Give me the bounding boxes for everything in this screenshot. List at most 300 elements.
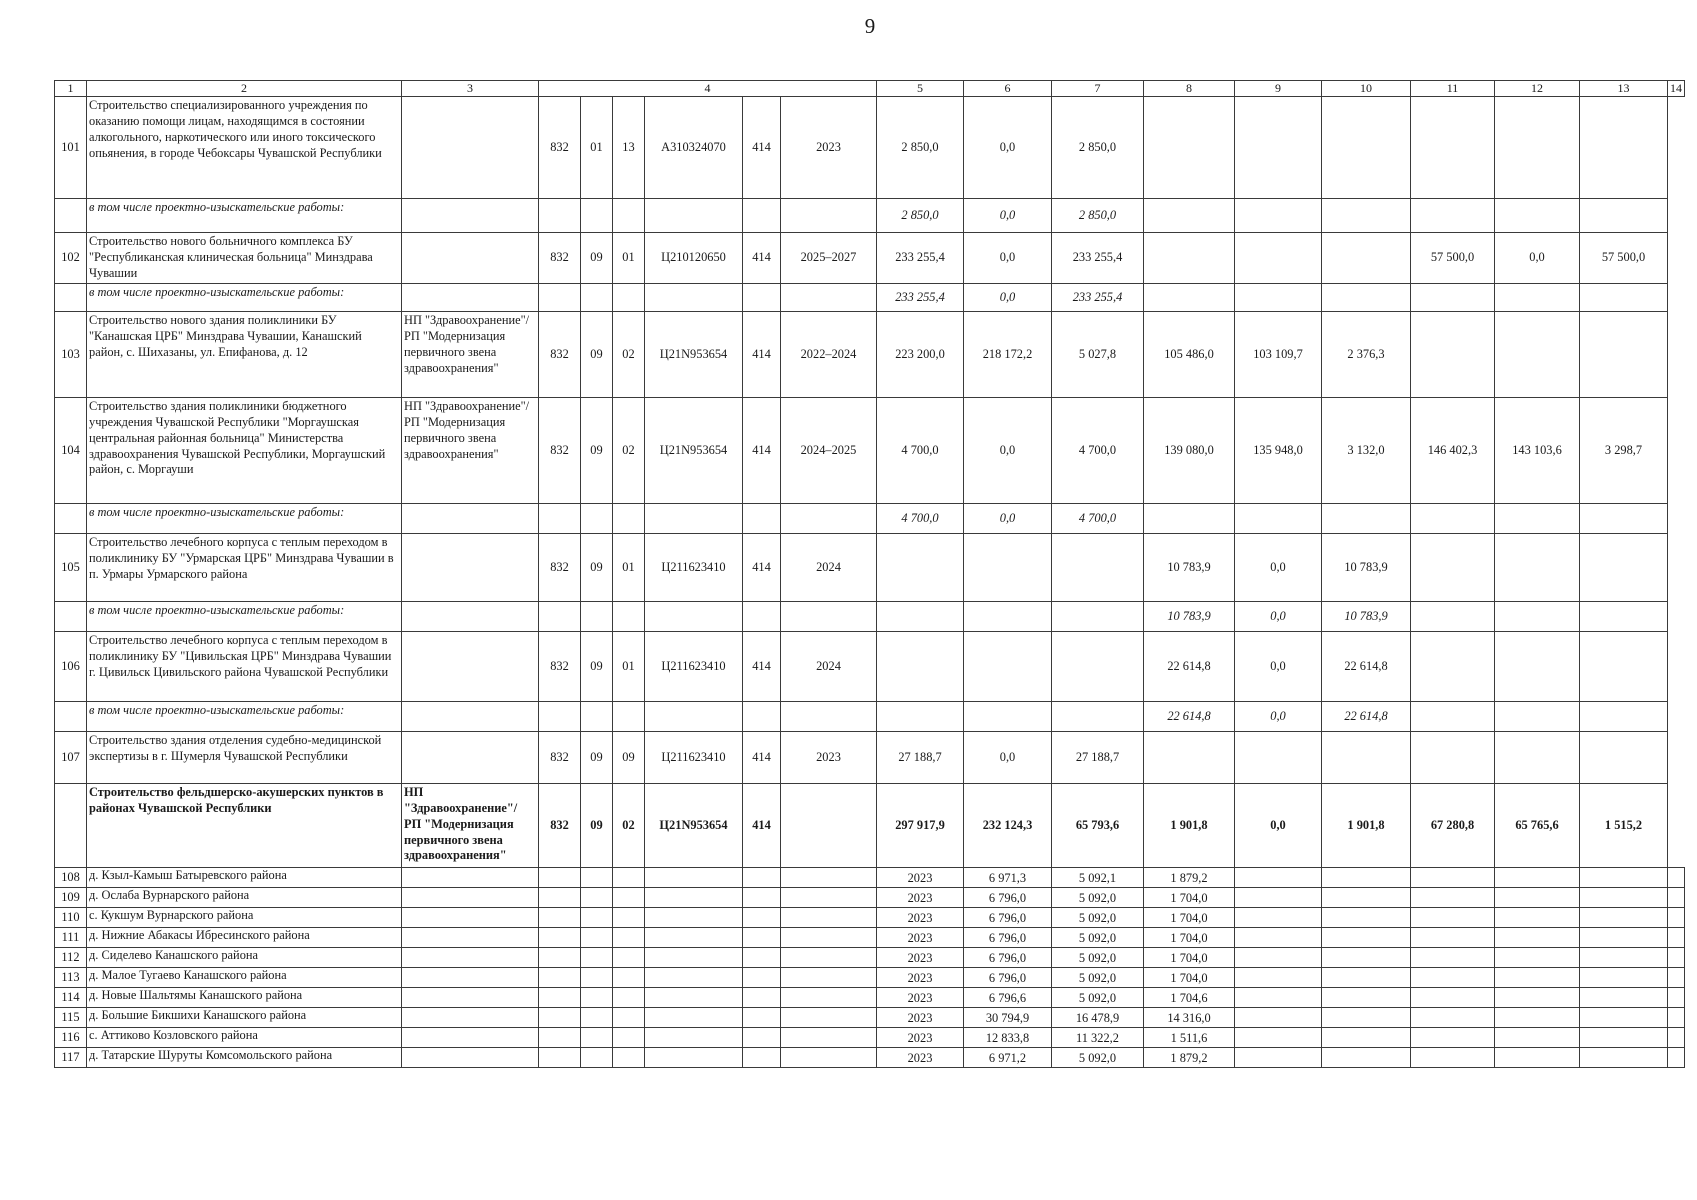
value-10: [1235, 199, 1322, 233]
settlement-name: с. Кукшум Вурнарского района: [87, 907, 402, 927]
value-8: 1 511,6: [1144, 1027, 1235, 1047]
empty-cell: [402, 927, 539, 947]
empty-cell: [645, 199, 743, 233]
empty-cell: [539, 867, 581, 887]
value-12: [1411, 731, 1495, 783]
empty-cell: [539, 199, 581, 233]
value-9: [1144, 731, 1235, 783]
empty-cell: [743, 867, 781, 887]
value-8: 4 700,0: [1052, 397, 1144, 503]
target-article-code: Ц21N953654: [645, 783, 743, 867]
empty-cell: [402, 503, 539, 533]
value-13: 143 103,6: [1495, 397, 1580, 503]
target-article-code: Ц211623410: [645, 631, 743, 701]
empty-cell: [1580, 927, 1668, 947]
value-11: 10 783,9: [1322, 601, 1411, 631]
empty-cell: [1322, 1027, 1411, 1047]
empty-cell: [1668, 887, 1685, 907]
value-7: 5 092,0: [1052, 1047, 1144, 1067]
construction-period: 2023: [877, 1047, 964, 1067]
value-7: 0,0: [964, 731, 1052, 783]
empty-cell: [1495, 947, 1580, 967]
value-7: [964, 701, 1052, 731]
grbs-code: 832: [539, 533, 581, 601]
empty-cell: [613, 927, 645, 947]
value-7: 5 092,0: [1052, 987, 1144, 1007]
empty-cell: [1495, 927, 1580, 947]
value-6: 27 188,7: [877, 731, 964, 783]
value-12: 146 402,3: [1411, 397, 1495, 503]
empty-cell: [581, 927, 613, 947]
empty-cell: [1495, 1027, 1580, 1047]
empty-cell: [402, 199, 539, 233]
empty-cell: [1322, 927, 1411, 947]
row-number: 115: [55, 1007, 87, 1027]
value-9: [1144, 283, 1235, 311]
empty-cell: [781, 927, 877, 947]
empty-cell: [1495, 867, 1580, 887]
expense-type-code: 414: [743, 631, 781, 701]
fap-item-row: [55, 927, 1685, 947]
value-7: 16 478,9: [1052, 1007, 1144, 1027]
object-name: Строительство лечебного корпуса с теплым переходом в поликлинику БУ "Цивильская ЦРБ" Минздрава Чувашии г. Цивильск Цивильского района Чувашской Республики: [87, 631, 402, 701]
empty-cell: [1668, 927, 1685, 947]
construction-period: 2023: [781, 731, 877, 783]
design-survey-label: в том числе проектно-изыскательские работы:: [87, 199, 402, 233]
value-14: [1580, 311, 1668, 397]
row-number: 111: [55, 927, 87, 947]
value-14: [1580, 701, 1668, 731]
header-cell-12: 12: [1495, 81, 1580, 97]
grbs-code: 832: [539, 631, 581, 701]
value-12: 57 500,0: [1411, 233, 1495, 284]
value-13: [1495, 601, 1580, 631]
empty-cell: [743, 907, 781, 927]
empty-cell: [1668, 987, 1685, 1007]
empty-cell: [613, 867, 645, 887]
value-6: 2 850,0: [877, 199, 964, 233]
empty-cell: [645, 1047, 743, 1067]
value-7: 5 092,0: [1052, 967, 1144, 987]
empty-cell: [1580, 887, 1668, 907]
settlement-name: д. Татарские Шуруты Комсомольского района: [87, 1047, 402, 1067]
row-number: 105: [55, 533, 87, 601]
empty-cell: [781, 967, 877, 987]
settlement-name: д. Нижние Абакасы Ибресинского района: [87, 927, 402, 947]
value-11: 22 614,8: [1322, 701, 1411, 731]
empty-cell: [1411, 907, 1495, 927]
empty-cell: [1411, 1027, 1495, 1047]
section-code: 09: [581, 533, 613, 601]
subsection-code: 01: [613, 233, 645, 284]
settlement-name: д. Большие Бикшихи Канашского района: [87, 1007, 402, 1027]
value-6: [877, 701, 964, 731]
object-row-104: [55, 397, 1685, 503]
value-14: 57 500,0: [1580, 233, 1668, 284]
fap-item-row: [55, 987, 1685, 1007]
empty-cell: [613, 1047, 645, 1067]
empty-cell: [1235, 887, 1322, 907]
value-14: [1580, 731, 1668, 783]
program-name: [402, 97, 539, 199]
value-12: [1411, 503, 1495, 533]
value-12: [1411, 701, 1495, 731]
empty-cell: [581, 907, 613, 927]
empty-cell: [613, 1007, 645, 1027]
settlement-name: д. Ослаба Вурнарского района: [87, 887, 402, 907]
empty-cell: [645, 601, 743, 631]
value-10: 0,0: [1235, 533, 1322, 601]
header-cell-1: 1: [55, 81, 87, 97]
empty-cell: [1235, 947, 1322, 967]
target-article-code: Ц210120650: [645, 233, 743, 284]
object-row-101: [55, 97, 1685, 199]
value-6: 223 200,0: [877, 311, 964, 397]
empty-cell: [581, 503, 613, 533]
value-8: 1 879,2: [1144, 867, 1235, 887]
empty-cell: [1580, 1007, 1668, 1027]
settlement-name: д. Новые Шальтямы Канашского района: [87, 987, 402, 1007]
value-6: 6 796,0: [964, 887, 1052, 907]
value-10: [1235, 233, 1322, 284]
grbs-code: 832: [539, 311, 581, 397]
empty-cell: [1235, 907, 1322, 927]
section-code: 09: [581, 233, 613, 284]
empty-cell: [743, 283, 781, 311]
empty-cell: [1580, 1027, 1668, 1047]
section-code: 09: [581, 631, 613, 701]
value-8: 1 879,2: [1144, 1047, 1235, 1067]
header-cell-7: 7: [1052, 81, 1144, 97]
target-article-code: Ц211623410: [645, 731, 743, 783]
empty-cell: [1580, 967, 1668, 987]
value-11: 2 376,3: [1322, 311, 1411, 397]
empty-cell: [1668, 907, 1685, 927]
fap-item-row: [55, 967, 1685, 987]
empty-cell: [1580, 1047, 1668, 1067]
value-7: 5 092,0: [1052, 947, 1144, 967]
empty-cell: [1322, 1047, 1411, 1067]
empty-cell: [539, 947, 581, 967]
empty-cell: [1322, 1007, 1411, 1027]
construction-period: 2022–2024: [781, 311, 877, 397]
empty-cell: [402, 907, 539, 927]
empty-cell: [645, 907, 743, 927]
empty-cell: [581, 967, 613, 987]
header-cell-6: 6: [964, 81, 1052, 97]
empty-cell: [645, 1007, 743, 1027]
value-14: 3 298,7: [1580, 397, 1668, 503]
value-8: 1 704,0: [1144, 887, 1235, 907]
empty-cell: [645, 887, 743, 907]
value-9: [1144, 233, 1235, 284]
value-7: 5 092,1: [1052, 867, 1144, 887]
design-survey-label: в том числе проектно-изыскательские работы:: [87, 503, 402, 533]
value-11: [1322, 503, 1411, 533]
empty-cell: [1235, 927, 1322, 947]
value-14: [1580, 199, 1668, 233]
empty-cell: [581, 1027, 613, 1047]
value-13: [1495, 311, 1580, 397]
empty-cell: [1411, 927, 1495, 947]
grbs-code: 832: [539, 233, 581, 284]
value-6: 6 796,6: [964, 987, 1052, 1007]
empty-cell: [645, 987, 743, 1007]
fap-item-row: [55, 1027, 1685, 1047]
empty-cell: [1495, 907, 1580, 927]
value-14: [1580, 631, 1668, 701]
empty-cell: [581, 887, 613, 907]
value-6: 4 700,0: [877, 503, 964, 533]
value-12: [1411, 283, 1495, 311]
empty-cell: [1495, 1007, 1580, 1027]
value-10: 135 948,0: [1235, 397, 1322, 503]
empty-cell: [645, 927, 743, 947]
object-name: Строительство фельдшерско-акушерских пунктов в районах Чувашской Республики: [87, 783, 402, 867]
design-survey-label: в том числе проектно-изыскательские работы:: [87, 283, 402, 311]
empty-cell: [402, 283, 539, 311]
empty-cell: [781, 701, 877, 731]
fap-group-row: [55, 783, 1685, 867]
value-13: [1495, 533, 1580, 601]
empty-cell: [743, 503, 781, 533]
design-survey-row: [55, 601, 1685, 631]
construction-period: 2023: [877, 887, 964, 907]
value-13: 65 765,6: [1495, 783, 1580, 867]
empty-cell: [781, 199, 877, 233]
empty-cell: [1580, 867, 1668, 887]
grbs-code: 832: [539, 97, 581, 199]
empty-cell: [781, 947, 877, 967]
empty-cell: [539, 701, 581, 731]
header-cell-13: 13: [1580, 81, 1668, 97]
value-10: 0,0: [1235, 701, 1322, 731]
row-number: 113: [55, 967, 87, 987]
empty-cell: [539, 1007, 581, 1027]
empty-cell: [613, 199, 645, 233]
settlement-name: д. Малое Тугаево Канашского района: [87, 967, 402, 987]
subsection-code: 02: [613, 397, 645, 503]
empty-cell: [402, 1027, 539, 1047]
empty-cell: [1668, 967, 1685, 987]
empty-cell: [743, 1047, 781, 1067]
value-13: [1495, 97, 1580, 199]
empty-cell: [581, 987, 613, 1007]
empty-cell: [743, 967, 781, 987]
design-survey-row: [55, 283, 1685, 311]
empty-cell: [1322, 987, 1411, 1007]
empty-cell: [1322, 867, 1411, 887]
value-12: [1411, 533, 1495, 601]
value-11: [1322, 199, 1411, 233]
empty-cell: [1235, 1027, 1322, 1047]
object-name: Строительство нового больничного комплекса БУ "Республиканская клиническая больница" Минздрава Чувашии: [87, 233, 402, 284]
design-survey-row: [55, 199, 1685, 233]
empty-cell: [1235, 967, 1322, 987]
expense-type-code: 414: [743, 233, 781, 284]
empty-cell: [402, 701, 539, 731]
empty-cell: [1411, 867, 1495, 887]
value-10: 0,0: [1235, 601, 1322, 631]
empty-cell: [539, 283, 581, 311]
expense-type-code: 414: [743, 533, 781, 601]
empty-cell: [1411, 987, 1495, 1007]
empty-cell: [1495, 1047, 1580, 1067]
program-name: НП "Здравоохранение"/ РП "Модернизация первичного звена здравоохранения": [402, 311, 539, 397]
empty-cell: [743, 927, 781, 947]
fap-item-row: [55, 867, 1685, 887]
value-6: 6 796,0: [964, 947, 1052, 967]
empty-cell: [781, 503, 877, 533]
empty-cell: [402, 887, 539, 907]
value-9: 1 901,8: [1144, 783, 1235, 867]
value-7: [964, 601, 1052, 631]
value-8: 5 027,8: [1052, 311, 1144, 397]
row-number: [55, 283, 87, 311]
header-cell-4: 4: [539, 81, 877, 97]
empty-cell: [402, 1047, 539, 1067]
row-number: 112: [55, 947, 87, 967]
value-9: 10 783,9: [1144, 533, 1235, 601]
empty-cell: [781, 1007, 877, 1027]
empty-cell: [645, 503, 743, 533]
empty-cell: [539, 967, 581, 987]
empty-cell: [781, 987, 877, 1007]
value-6: 4 700,0: [877, 397, 964, 503]
value-8: [1052, 631, 1144, 701]
empty-cell: [539, 927, 581, 947]
empty-cell: [743, 601, 781, 631]
value-6: 6 796,0: [964, 907, 1052, 927]
header-cell-8: 8: [1144, 81, 1235, 97]
empty-cell: [781, 867, 877, 887]
construction-period: 2023: [877, 967, 964, 987]
value-6: 6 796,0: [964, 927, 1052, 947]
value-6: 6 971,2: [964, 1047, 1052, 1067]
empty-cell: [645, 947, 743, 967]
empty-cell: [1411, 947, 1495, 967]
empty-cell: [1235, 987, 1322, 1007]
row-number: 109: [55, 887, 87, 907]
row-number: 107: [55, 731, 87, 783]
value-12: [1411, 311, 1495, 397]
value-9: 139 080,0: [1144, 397, 1235, 503]
value-7: 0,0: [964, 199, 1052, 233]
empty-cell: [1580, 907, 1668, 927]
value-6: 2 850,0: [877, 97, 964, 199]
value-12: [1411, 601, 1495, 631]
value-13: [1495, 631, 1580, 701]
fap-item-row: [55, 887, 1685, 907]
value-13: [1495, 731, 1580, 783]
empty-cell: [645, 283, 743, 311]
value-8: 233 255,4: [1052, 233, 1144, 284]
empty-cell: [1235, 1047, 1322, 1067]
empty-cell: [781, 1027, 877, 1047]
empty-cell: [743, 1027, 781, 1047]
empty-cell: [743, 701, 781, 731]
empty-cell: [645, 867, 743, 887]
design-survey-row: [55, 503, 1685, 533]
value-14: [1580, 503, 1668, 533]
fap-item-row: [55, 907, 1685, 927]
value-10: 103 109,7: [1235, 311, 1322, 397]
construction-period: 2023: [877, 947, 964, 967]
header-cell-3: 3: [402, 81, 539, 97]
value-9: [1144, 199, 1235, 233]
program-name: [402, 233, 539, 284]
empty-cell: [402, 601, 539, 631]
value-13: [1495, 503, 1580, 533]
grbs-code: 832: [539, 731, 581, 783]
row-number: 101: [55, 97, 87, 199]
value-7: 0,0: [964, 97, 1052, 199]
empty-cell: [1668, 947, 1685, 967]
fap-item-row: [55, 947, 1685, 967]
value-6: 6 971,3: [964, 867, 1052, 887]
value-7: 5 092,0: [1052, 927, 1144, 947]
section-code: 09: [581, 731, 613, 783]
value-7: 5 092,0: [1052, 887, 1144, 907]
row-number: 116: [55, 1027, 87, 1047]
construction-period: 2023: [877, 927, 964, 947]
value-6: 233 255,4: [877, 233, 964, 284]
empty-cell: [1495, 987, 1580, 1007]
row-number: [55, 199, 87, 233]
value-13: [1495, 283, 1580, 311]
settlement-name: д. Сиделево Канашского района: [87, 947, 402, 967]
empty-cell: [402, 947, 539, 967]
value-9: 10 783,9: [1144, 601, 1235, 631]
row-number: 117: [55, 1047, 87, 1067]
value-7: 0,0: [964, 283, 1052, 311]
target-article-code: Ц21N953654: [645, 397, 743, 503]
empty-cell: [781, 907, 877, 927]
design-survey-label: в том числе проектно-изыскательские работы:: [87, 601, 402, 631]
value-8: 4 700,0: [1052, 503, 1144, 533]
value-8: 27 188,7: [1052, 731, 1144, 783]
construction-period: 2024: [781, 533, 877, 601]
object-row-102: [55, 233, 1685, 284]
empty-cell: [581, 283, 613, 311]
empty-cell: [581, 947, 613, 967]
row-number: 103: [55, 311, 87, 397]
empty-cell: [1322, 907, 1411, 927]
subsection-code: 09: [613, 731, 645, 783]
row-number: 114: [55, 987, 87, 1007]
page-number: 9: [864, 14, 876, 38]
object-name: Строительство здания отделения судебно-медицинской экспертизы в г. Шумерля Чувашской Республики: [87, 731, 402, 783]
header-cell-10: 10: [1322, 81, 1411, 97]
empty-cell: [1411, 887, 1495, 907]
section-code: 09: [581, 311, 613, 397]
program-name: [402, 731, 539, 783]
value-8: [1052, 533, 1144, 601]
value-12: [1411, 199, 1495, 233]
value-10: [1235, 97, 1322, 199]
value-8: 1 704,0: [1144, 907, 1235, 927]
value-6: 12 833,8: [964, 1027, 1052, 1047]
value-7: 232 124,3: [964, 783, 1052, 867]
value-11: [1322, 233, 1411, 284]
empty-cell: [613, 503, 645, 533]
empty-cell: [743, 1007, 781, 1027]
object-row-105: [55, 533, 1685, 601]
value-6: 30 794,9: [964, 1007, 1052, 1027]
value-6: 6 796,0: [964, 967, 1052, 987]
budget-table: [54, 80, 1685, 1068]
value-11: 1 901,8: [1322, 783, 1411, 867]
